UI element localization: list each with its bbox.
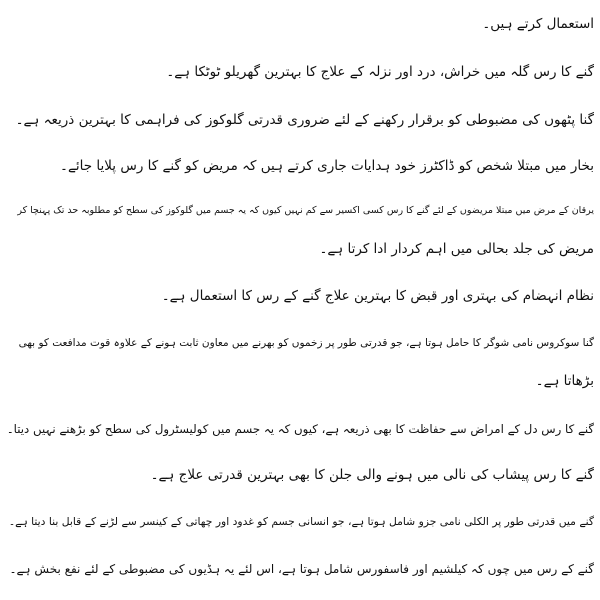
text-line: گنا پٹھوں کی مضبوطی کو برقرار رکھنے کے لئے ضروری قدرتی گلوکوز کی فراہمی کا بہترین ذریعہ ہے۔	[15, 112, 594, 128]
text-line: گنے کا رس پیشاب کی نالی میں ہونے والی جلن کا بھی بہترین قدرتی علاج ہے۔	[150, 467, 594, 483]
text-line: نظام انہضام کی بہتری اور قبض کا بہترین علاج گنے کے رس کا استعمال ہے۔	[161, 288, 594, 304]
text-line: گنے میں قدرتی طور پر الکلی نامی جزو شامل ہوتا ہے، جو انسانی جسم کو غدود اور چھاتی کے کینسر سے لڑنے کے قابل بنا دیتا ہے۔	[8, 515, 594, 528]
text-line: گنے کا رس گلہ میں خراش، درد اور نزلہ کے علاج کا بہترین گھریلو ٹوٹکا ہے۔	[166, 64, 594, 80]
text-line: گنے کا رس دل کے امراض سے حفاظت کا بھی ذریعہ ہے، کیوں کہ یہ جسم میں کولیسٹرول کی سطح کو بڑھنے نہیں دیتا۔	[6, 422, 594, 436]
text-line: یرقان کے مرض میں مبتلا مریضوں کے لئے گنے کا رس کسی اکسیر سے کم نہیں کیوں کہ یہ جسم میں گلوکوز کی سطح کو مطلوبہ حد تک پہنچا کر	[17, 205, 594, 216]
text-line: استعمال کرتے ہیں۔	[482, 16, 594, 32]
text-line: گنا سوکروس نامی شوگر کا حامل ہوتا ہے، جو قدرتی طور پر زخموں کو بھرنے میں معاون ثابت ہونے کے علاوہ قوت مدافعت کو بھی	[18, 337, 594, 349]
text-line: گنے کے رس میں چوں کہ کیلشیم اور فاسفورس شامل ہوتا ہے، اس لئے یہ ہڈیوں کی مضبوطی کے لئے نفع بخش ہے۔	[9, 562, 594, 576]
text-line: بخار میں مبتلا شخص کو ڈاکٹرز خود ہدایات جاری کرتے ہیں کہ مریض کو گنے کا رس پلایا جائے۔	[60, 158, 594, 174]
text-line: بڑھاتا ہے۔	[535, 373, 594, 389]
text-line: مریض کی جلد بحالی میں اہم کردار ادا کرتا ہے۔	[319, 241, 594, 257]
